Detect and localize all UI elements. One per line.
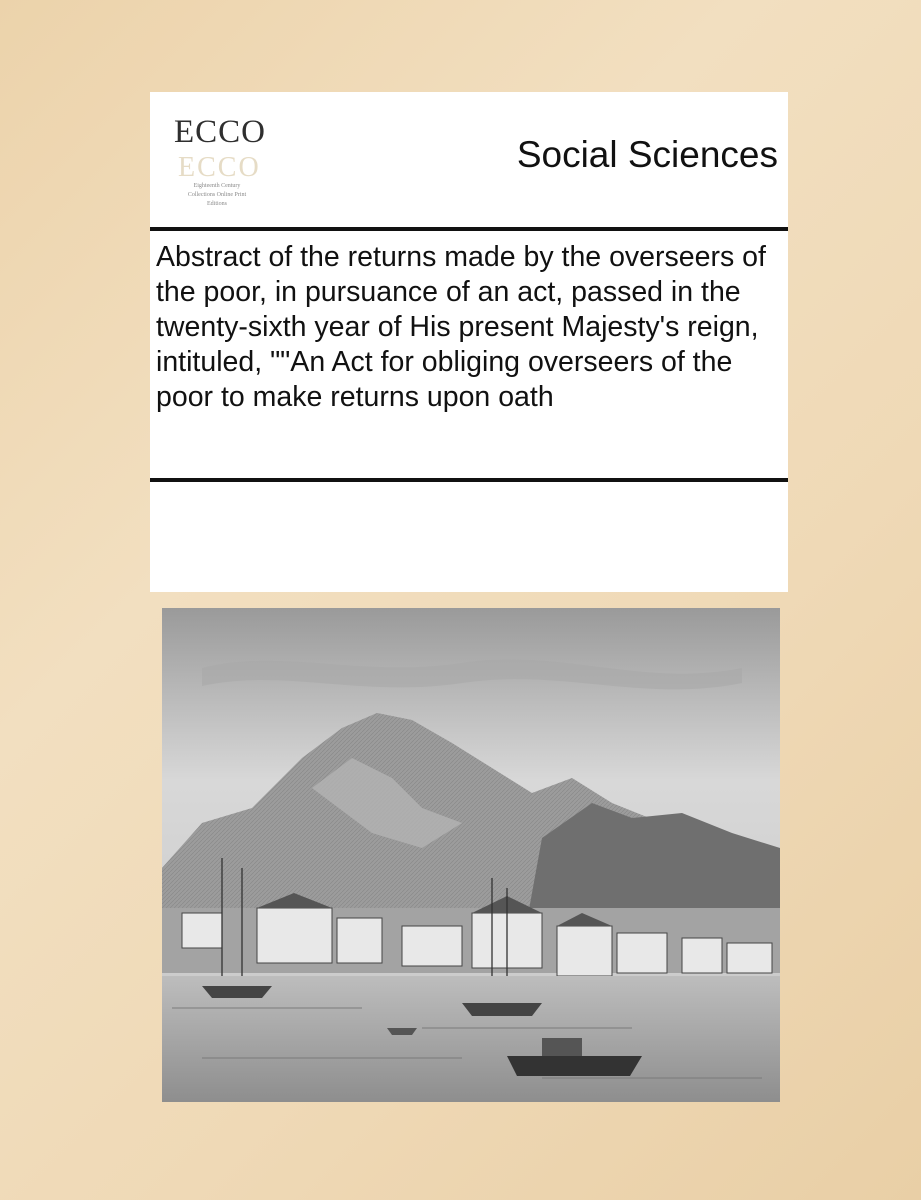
- harbor-engraving: [162, 608, 780, 1102]
- logo-tagline: Eighteenth Century Collections Online Print Editions: [187, 183, 247, 207]
- divider-top: [150, 227, 788, 231]
- ecco-logo: [160, 102, 270, 227]
- logo-watermark: ECCO: [178, 152, 261, 183]
- logo-letters: ECCO: [174, 114, 267, 150]
- book-title: Abstract of the returns made by the overseers of the poor, in pursuance of an act, passed in the twenty-sixth year of His present Majesty's reign, intituled, ""An Act for obliging overseers of the poor to make returns upon oath: [156, 241, 766, 413]
- series-title: Social Sciences: [516, 134, 778, 175]
- cover-label: [150, 92, 788, 592]
- divider-bottom: [150, 478, 788, 482]
